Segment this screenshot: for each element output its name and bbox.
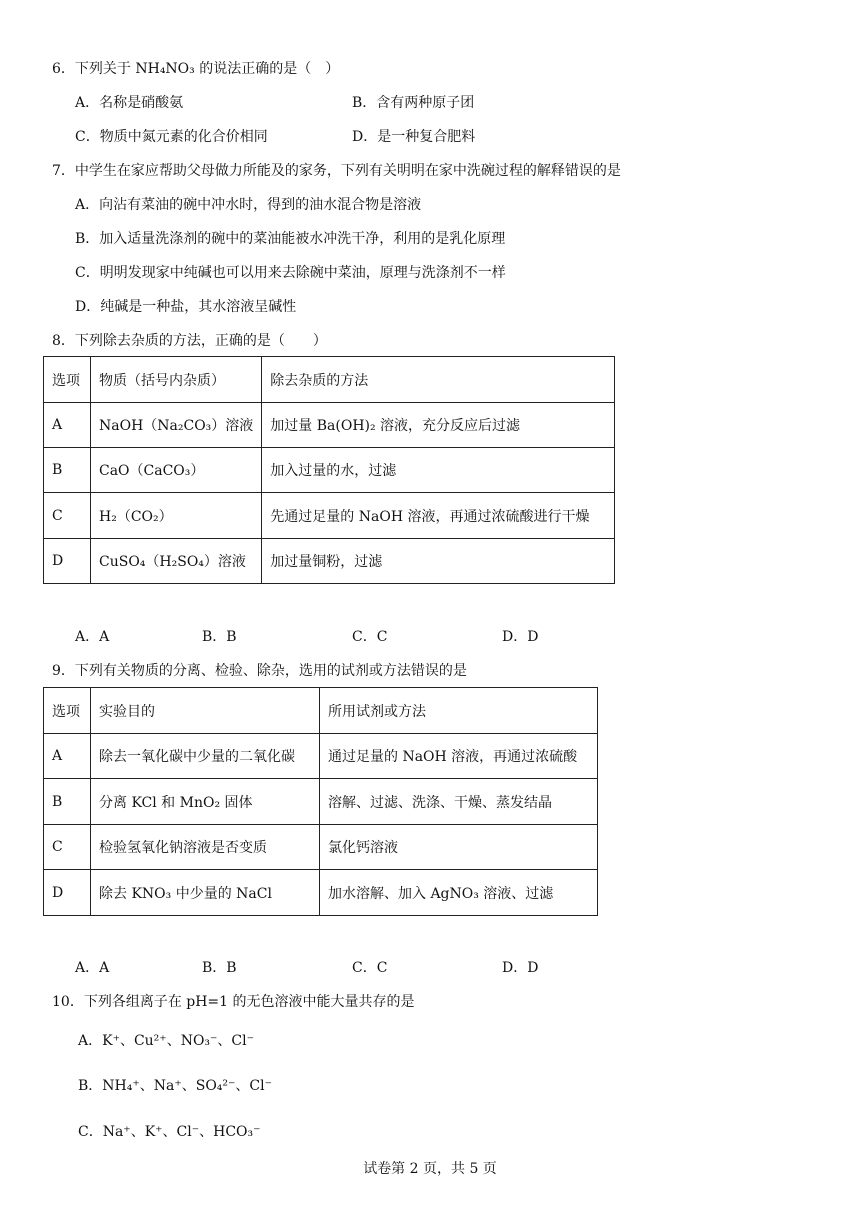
q10-option-c[interactable]: C．Na⁺、K⁺、Cl⁻、HCO₃⁻ [78, 1124, 261, 1140]
table-row [44, 779, 598, 825]
table-cell: 检验氢氧化钠溶液是否变质 [91, 825, 320, 870]
q7-option-c[interactable]: C．明明发现家中纯碱也可以用来去除碗中菜油，原理与洗涤剂不一样 [75, 265, 506, 281]
q6-option-d[interactable]: D．是一种复合肥料 [352, 129, 476, 145]
q6-option-a[interactable]: A．名称是硝酸氨 [75, 95, 184, 111]
table-row [44, 825, 598, 870]
table-cell: 加入过量的水，过滤 [262, 448, 615, 493]
table-header-cell: 所用试剂或方法 [320, 688, 598, 734]
q9-choice-d[interactable]: D．D [502, 960, 539, 976]
table-row [44, 734, 598, 779]
q8-choice-a[interactable]: A．A [75, 629, 110, 645]
table-cell: C [44, 825, 91, 870]
table-header-cell: 选项 [44, 357, 91, 403]
q10-option-b[interactable]: B．NH₄⁺、Na⁺、SO₄²⁻、Cl⁻ [78, 1078, 272, 1094]
table-row [44, 493, 615, 539]
table-cell: C [44, 493, 91, 539]
q7-option-b[interactable]: B．加入适量洗涤剂的碗中的菜油能被水冲洗干净，利用的是乳化原理 [75, 231, 506, 247]
table-cell: 先通过足量的 NaOH 溶液，再通过浓硫酸进行干燥 [262, 493, 615, 539]
table-cell: 氯化钙溶液 [320, 825, 598, 870]
q6-stem: 6．下列关于 NH₄NO₃ 的说法正确的是（ ） [52, 61, 340, 77]
table-row [44, 448, 615, 493]
table-cell: NaOH（Na₂CO₃）溶液 [91, 403, 262, 448]
table-cell: 分离 KCl 和 MnO₂ 固体 [91, 779, 320, 825]
table-cell: H₂（CO₂） [91, 493, 262, 539]
table-cell: 加水溶解、加入 AgNO₃ 溶液、过滤 [320, 870, 598, 916]
table-cell: B [44, 779, 91, 825]
page-footer: 试卷第 2 页，共 5 页 [363, 1161, 497, 1177]
table-cell: A [44, 403, 91, 448]
q8-stem: 8．下列除去杂质的方法，正确的是（ ） [52, 333, 327, 349]
table-header-row [44, 357, 615, 403]
q9-choice-b[interactable]: B．B [202, 960, 237, 976]
table-cell: D [44, 539, 91, 584]
table-row [44, 870, 598, 916]
q10-stem: 10．下列各组离子在 pH=1 的无色溶液中能大量共存的是 [52, 994, 415, 1010]
q9-stem: 9．下列有关物质的分离、检验、除杂，选用的试剂或方法错误的是 [52, 663, 467, 679]
q8-choice-d[interactable]: D．D [502, 629, 539, 645]
table-cell: 除去 KNO₃ 中少量的 NaCl [91, 870, 320, 916]
q7-stem: 7．中学生在家应帮助父母做力所能及的家务，下列有关明明在家中洗碗过程的解释错误的是 [52, 163, 621, 179]
table-header-cell: 选项 [44, 688, 91, 734]
q9-choice-c[interactable]: C．C [352, 960, 388, 976]
table-cell: A [44, 734, 91, 779]
q8-choice-c[interactable]: C．C [352, 629, 388, 645]
q8-table [43, 356, 615, 584]
table-header-row [44, 688, 598, 734]
q9-table [43, 687, 598, 916]
table-header-cell: 除去杂质的方法 [262, 357, 615, 403]
q9-choice-a[interactable]: A．A [75, 960, 110, 976]
table-cell: B [44, 448, 91, 493]
table-cell: 溶解、过滤、洗涤、干燥、蒸发结晶 [320, 779, 598, 825]
table-header-cell: 实验目的 [91, 688, 320, 734]
table-cell: D [44, 870, 91, 916]
table-cell: 除去一氧化碳中少量的二氧化碳 [91, 734, 320, 779]
table-cell: 加过量铜粉，过滤 [262, 539, 615, 584]
table-cell: 通过足量的 NaOH 溶液，再通过浓硫酸 [320, 734, 598, 779]
q6-option-b[interactable]: B．含有两种原子团 [352, 95, 475, 111]
table-cell: CaO（CaCO₃） [91, 448, 262, 493]
q6-option-c[interactable]: C．物质中氮元素的化合价相同 [75, 129, 268, 145]
table-header-cell: 物质（括号内杂质） [91, 357, 262, 403]
table-row [44, 539, 615, 584]
table-cell: 加过量 Ba(OH)₂ 溶液，充分反应后过滤 [262, 403, 615, 448]
q7-option-a[interactable]: A．向沾有菜油的碗中冲水时，得到的油水混合物是溶液 [75, 197, 422, 213]
q8-choice-b[interactable]: B．B [202, 629, 237, 645]
q7-option-d[interactable]: D．纯碱是一种盐，其水溶液呈碱性 [75, 299, 297, 315]
table-row [44, 403, 615, 448]
table-cell: CuSO₄（H₂SO₄）溶液 [91, 539, 262, 584]
q10-option-a[interactable]: A．K⁺、Cu²⁺、NO₃⁻、Cl⁻ [78, 1033, 254, 1049]
